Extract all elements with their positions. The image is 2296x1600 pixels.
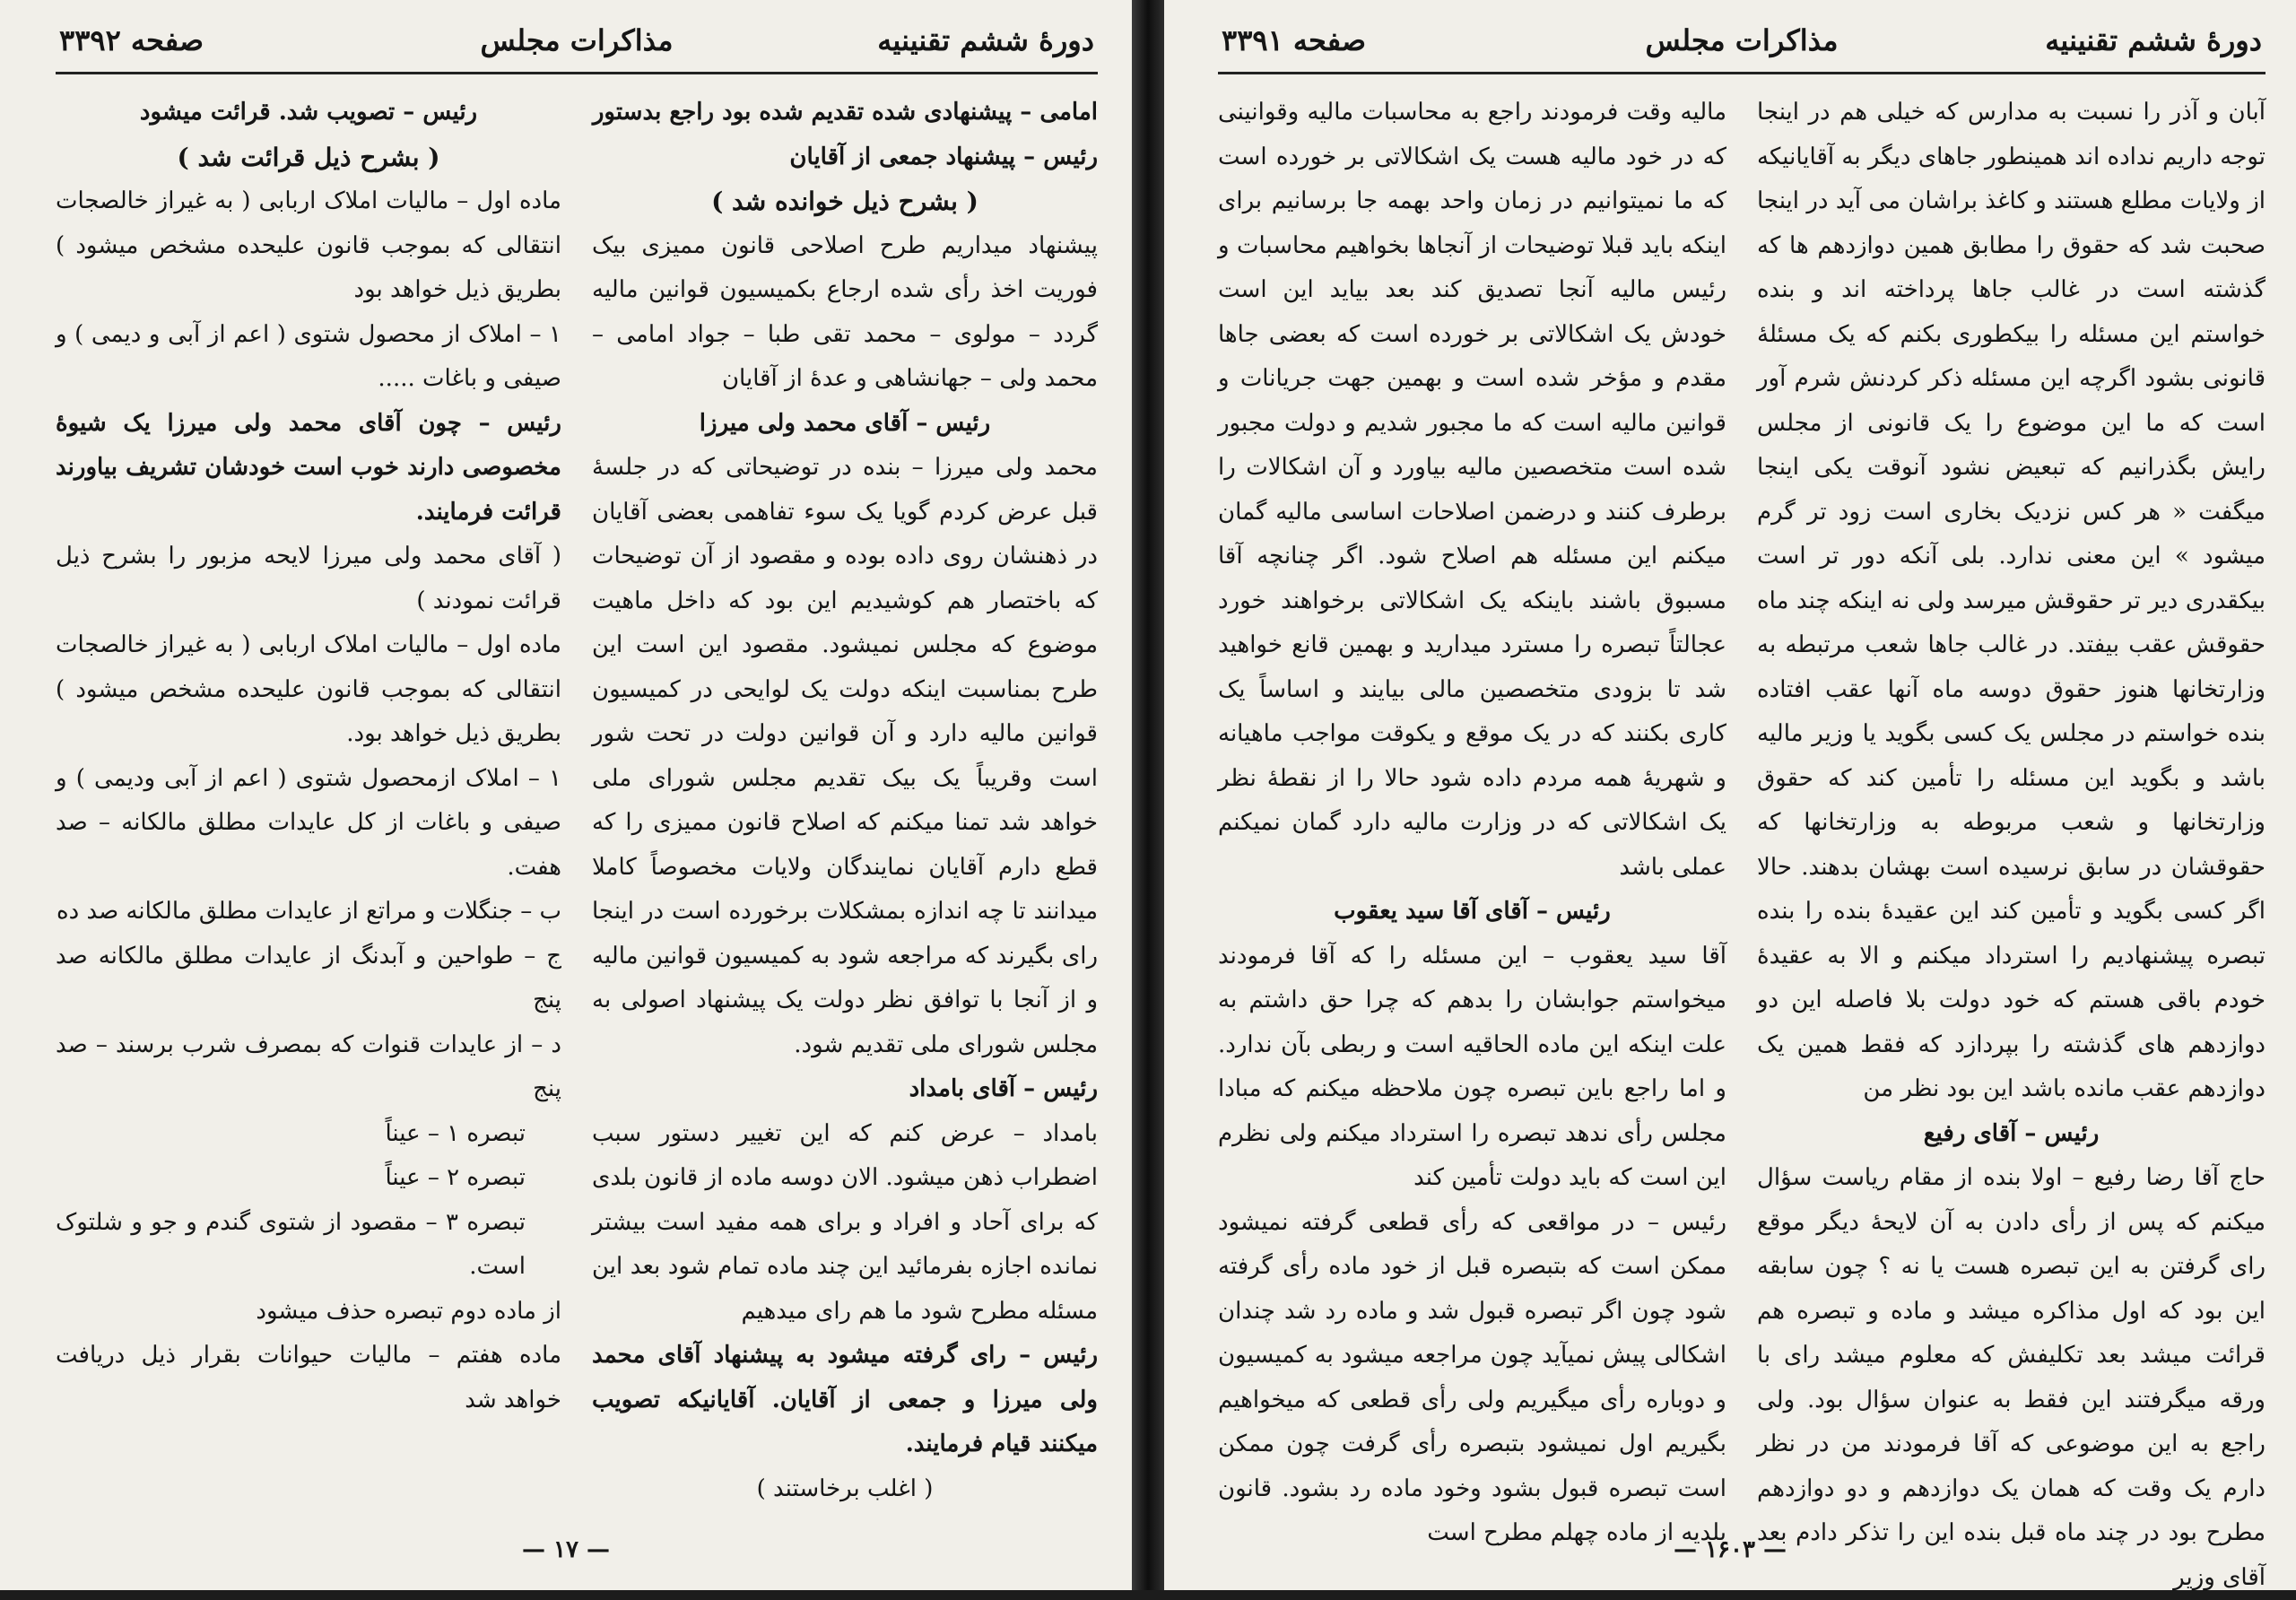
paragraph: تبصره ۱ – عیناً: [385, 1119, 526, 1147]
book-gutter: [1132, 0, 1164, 1590]
paragraph: رئیس – آقای آقا سید یعقوب: [1334, 898, 1611, 925]
paragraph: پیشنهاد میداریم طرح اصلاحی قانون ممیزی بیک فوریت اخذ رأی شده ارجاع بکمیسیون قوانین مالیه گردد – مولوی – محمد تقی طبا – جواد امامی – محمد ولی – جهانشاهی و عدهٔ از آقایان: [592, 231, 1098, 392]
page-number: صفحه ۳۳۹۲: [59, 23, 204, 57]
left-column: [56, 91, 561, 1511]
paragraph: آبان و آذر را نسبت به مدارس که خیلی هم در اینجا توجه داریم نداده اند همینطور جاهای دیگر به آقایانیکه از ولایات مطلع هستند و کاغذ براشان می آید در اینجا صحبت شد که حقوق را مطابق همین دوازدهم ها که گذشته است در غالب جاها پرداخته اند و بنده خواستم این مسئله را بیکطوری بکنم که یک مسئلهٔ قانونی بشود اگرچه این مسئله ذکر کردنش شرم آور است که ما این موضوع را یک قانونی از مجلس رایش بگذرانیم که تبعیض نشود آنوقت یکی اینجا میگفت « هر کس نزدیک بخاری است زود تر گرم میشود » این معنی ندارد. بلی آنکه دور تر است بیکقدری دیر تر حقوقش میرسد ولی نه اینکه چند ماه حقوقش عقب بیفتد. در غالب جاها شعب مرتبطه به وزارتخانها هنوز حقوق دوسه ماه آنها عقب افتاده بنده خواستم در مجلس یک کسی بگوید یا وزیر مالیه باشد و بگوید این مسئله را تأمین کند که حقوق وزارتخانها و شعب مربوطه به وزارتخانها که حقوقشان در سابق نرسیده است بهشان بدهند. حالا اگر کسی بگوید و تأمین کند این عقیدهٔ بنده را بنده تبصره پیشنهادیم را استرداد میکنم و الا به عقیدهٔ خودم باقی هستم که خود دولت بلا فاصله این دو دوازدهم های گذشته را بپردازد که فقط همین یک دوازدهم عقب مانده باشد این بود نظر من: [1757, 99, 2266, 1102]
page-title: مذاکرات مجلس: [480, 23, 674, 57]
paragraph: آقا سید یعقوب – این مسئله را که آقا فرمودند میخواستم جوابشان را بدهم که چرا حق داشتم به علت اینکه این ماده الحاقیه است و ربطی بآن ندارد. و اما راجع باین تبصره چون ملاحظه میکنم که مبادا مجلس رأی ندهد تبصره را استرداد میکنم ولی نظرم این است که باید دولت تأمین کند: [1218, 942, 1726, 1191]
paragraph: ماده اول – مالیات املاک اربابی ( به غیراز خالصجات انتقالی که بموجب قانون علیحده مشخص میشود ) بطریق ذیل خواهد بود.: [56, 631, 561, 747]
paragraph: رئیس – آقای بامداد: [909, 1075, 1098, 1102]
page-footer: — ۱۶۰۳ —: [1674, 1536, 1787, 1563]
page-number: صفحه ۳۳۹۱: [1222, 23, 1367, 57]
paragraph: ( اغلب برخاستند ): [756, 1474, 934, 1502]
paragraph: ۱ – املاک ازمحصول شتوی ( اعم از آبی ودیمی ) و صیفی و باغات از کل عایدات مطلق مالکانه – صد هفت.: [56, 764, 561, 881]
paragraph: رئیس – آقای رفیع: [1923, 1119, 2100, 1147]
text-columns: [56, 91, 1098, 1511]
paragraph: د – از عایدات قنوات که بمصرف شرب برسند – صد پنج: [56, 1030, 561, 1102]
left-column: [1218, 91, 1726, 1600]
paragraph: ماده اول – مالیات املاک اربابی ( به غیراز خالصجات انتقالی که بموجب قانون علیحده مشخص میشود ) بطریق ذیل خواهد بود: [56, 187, 561, 303]
paragraph: رئیس – رای گرفته میشود به پیشنهاد آقای محمد ولی میرزا و جمعی از آقایان. آقایانیکه تصویب میکنند قیام فرمایند.: [592, 1342, 1098, 1457]
page-header: [56, 20, 1098, 74]
right-column: [1757, 91, 2266, 1600]
paragraph: رئیس – در مواقعی که رأی قطعی گرفته نمیشود ممکن است که بتبصره قبل از خود ماده رأی گرفته شود چون اگر تبصره قبول شد و ماده رد شد چندان اشکالی پیش نمیآید چون مراجعه میشود به کمیسیون و دوباره رأی میگیریم ولی رأی قطعی که میخواهیم بگیریم اول نمیشود بتبصره رأی گرفت چون ممکن است تبصره قبول بشود وخود ماده رد بشود. قانون بلدیه از ماده چهلم مطرح است: [1218, 1208, 1726, 1546]
paragraph: رئیس – چون آقای محمد ولی میرزا یک شیوهٔ مخصوصی دارند خوب است خودشان تشریف بیاورند قرائت فرمایند.: [56, 409, 561, 526]
paragraph: تبصره ۲ – عیناً: [385, 1164, 526, 1191]
right-page: [1164, 0, 2296, 1590]
paragraph: رئیس – پیشنهاد جمعی از آقایان: [789, 143, 1098, 170]
paragraph: محمد ولی میرزا – بنده در توضیحاتی که در جلسهٔ قبل عرض کردم گویا یک سوء تفاهمی بعضی آقایان در ذهنشان روی داده بوده و مقصود از آن توضیحات که باختصار هم کوشیدیم این بود که داخل ماهیت موضوع که مجلس نمیشود. مقصود این است این طرح بمناسبت اینکه دولت یک لوایحی در کمیسیون قوانین مالیه دارد و آن قوانین دولت در تحت شور است وقریباً یک بیک تقدیم مجلس شورای ملی خواهد شد تمنا میکنم که اصلاح قانون ممیزی را که قطع دارم آقایان نمایندگان ولایات مخصوصاً کاملا میدانند تا چه اندازه بمشکلات برخورده است در اینجا رای بگیرند که مراجعه شود به کمیسیون قوانین مالیه و از آنجا با توافق نظر دولت یک پیشنهاد اصولی به مجلس شورای ملی تقدیم شود.: [592, 454, 1098, 1058]
paragraph: ج – طواحین و آبدنگ از عایدات مطلق مالکانه صد پنج: [56, 942, 561, 1013]
page-title: مذاکرات مجلس: [1645, 23, 1839, 57]
paragraph: مالیه وقت فرمودند راجع به محاسبات مالیه وقوانینی که در خود مالیه هست یک اشکالاتی بر خورده است که ما نمیتوانیم در زمان واحد بهمه جا برسانیم برای اینکه باید قبلا توضیحات از آنجاها بخواهیم محاسبات و رئیس مالیه آنجا تصدیق کند بعد بیاید این است خودش یک اشکالاتی بر خورده است که بعضی جاها مقدم و مؤخر شده است و بهمین جهت جریانات و قوانین مالیه است که ما مجبور شدیم و دولت مجبور شده است متخصصین مالیه بیاورد و آن اشکالات را برطرف کنند و درضمن اصلاحات اساسی مالیه گمان میکنم این مسئله هم اصلاح شود. اگر چنانچه آقا مسبوق باشند باینکه یک اشکالاتی برخواهند خورد عجالتاً تبصره را مسترد میدارید و بهمین قانع خواهید شد تا بزودی متخصصین مالی بیایند و اساساً یک کاری بکنند که در یک موقع و یکوقت مواجب ماهیانه و شهریهٔ همه مردم داده شود حالا را از نقطهٔ نظر یک اشکالاتی که در وزارت مالیه دارد گمان نمیکنم عملی باشد: [1218, 99, 1726, 881]
paragraph: امامی – پیشنهادی شده تقدیم شده بود راجع بدستور: [592, 99, 1098, 126]
paragraph: ( بشرح ذیل قرائت شد ): [177, 142, 440, 172]
paragraph: رئیس – آقای محمد ولی میرزا: [699, 409, 991, 437]
paragraph: تبصره ۳ – مقصود از شتوی گندم و جو و شلتوک است.: [56, 1208, 526, 1280]
left-page: [0, 0, 1132, 1590]
paragraph: ب – جنگلات و مراتع از عایدات مطلق مالکانه صد ده: [56, 898, 561, 925]
paragraph: از ماده دوم تبصره حذف میشود: [256, 1297, 561, 1325]
page-header: [1218, 20, 2266, 74]
right-column: [592, 91, 1098, 1511]
paragraph: رئیس – تصویب شد. قرائت میشود: [139, 99, 478, 126]
term-label: دورهٔ ششم تقنینیه: [877, 23, 1094, 57]
term-label: دورهٔ ششم تقنینیه: [2045, 23, 2262, 57]
paragraph: ( بشرح ذیل خوانده شد ): [711, 187, 978, 216]
paragraph: ماده هفتم – مالیات حیوانات بقرار ذیل دریافت خواهد شد: [56, 1342, 561, 1413]
paragraph: ۱ – املاک از محصول شتوی ( اعم از آبی و دیمی ) و صیفی و باغات .....: [56, 320, 561, 392]
page-footer: — ۱۷ —: [521, 1536, 611, 1563]
paragraph: ( آقای محمد ولی میرزا لایحه مزبور را بشرح ذیل قرائت نمودند ): [56, 543, 561, 614]
paragraph: بامداد – عرض کنم که این تغییر دستور سبب اضطراب ذهن میشود. الان دوسه ماده از قانون بلدی که برای آحاد و افراد و برای همه مفید است بیشتر نمانده اجازه بفرمائید این چند ماده تمام شود بعد این مسئله مطرح شود ما هم رای میدهیم: [592, 1119, 1098, 1325]
paragraph: حاج آقا رضا رفیع – اولا بنده از مقام ریاست سؤال میکنم که پس از رأی دادن به آن لایحهٔ دیگر موقع رای گرفتن به این تبصره هست یا نه ؟ چون سابقه این بود که اول مذاکره میشد و ماده و تبصره هم قرائت میشد بعد تکلیفش که معلوم میشد رای با ورقه میگرفتند این فقط به عنوان سؤال بود. ولی راجع به این موضوعی که آقا فرمودند من در نظر دارم یک وقت که همان یک دوازدهم و دو دوازدهم مطرح بود در چند ماه قبل بنده این را تذکر دادم بعد آقای وزیر: [1757, 1164, 2266, 1591]
text-columns: [1218, 91, 2266, 1600]
